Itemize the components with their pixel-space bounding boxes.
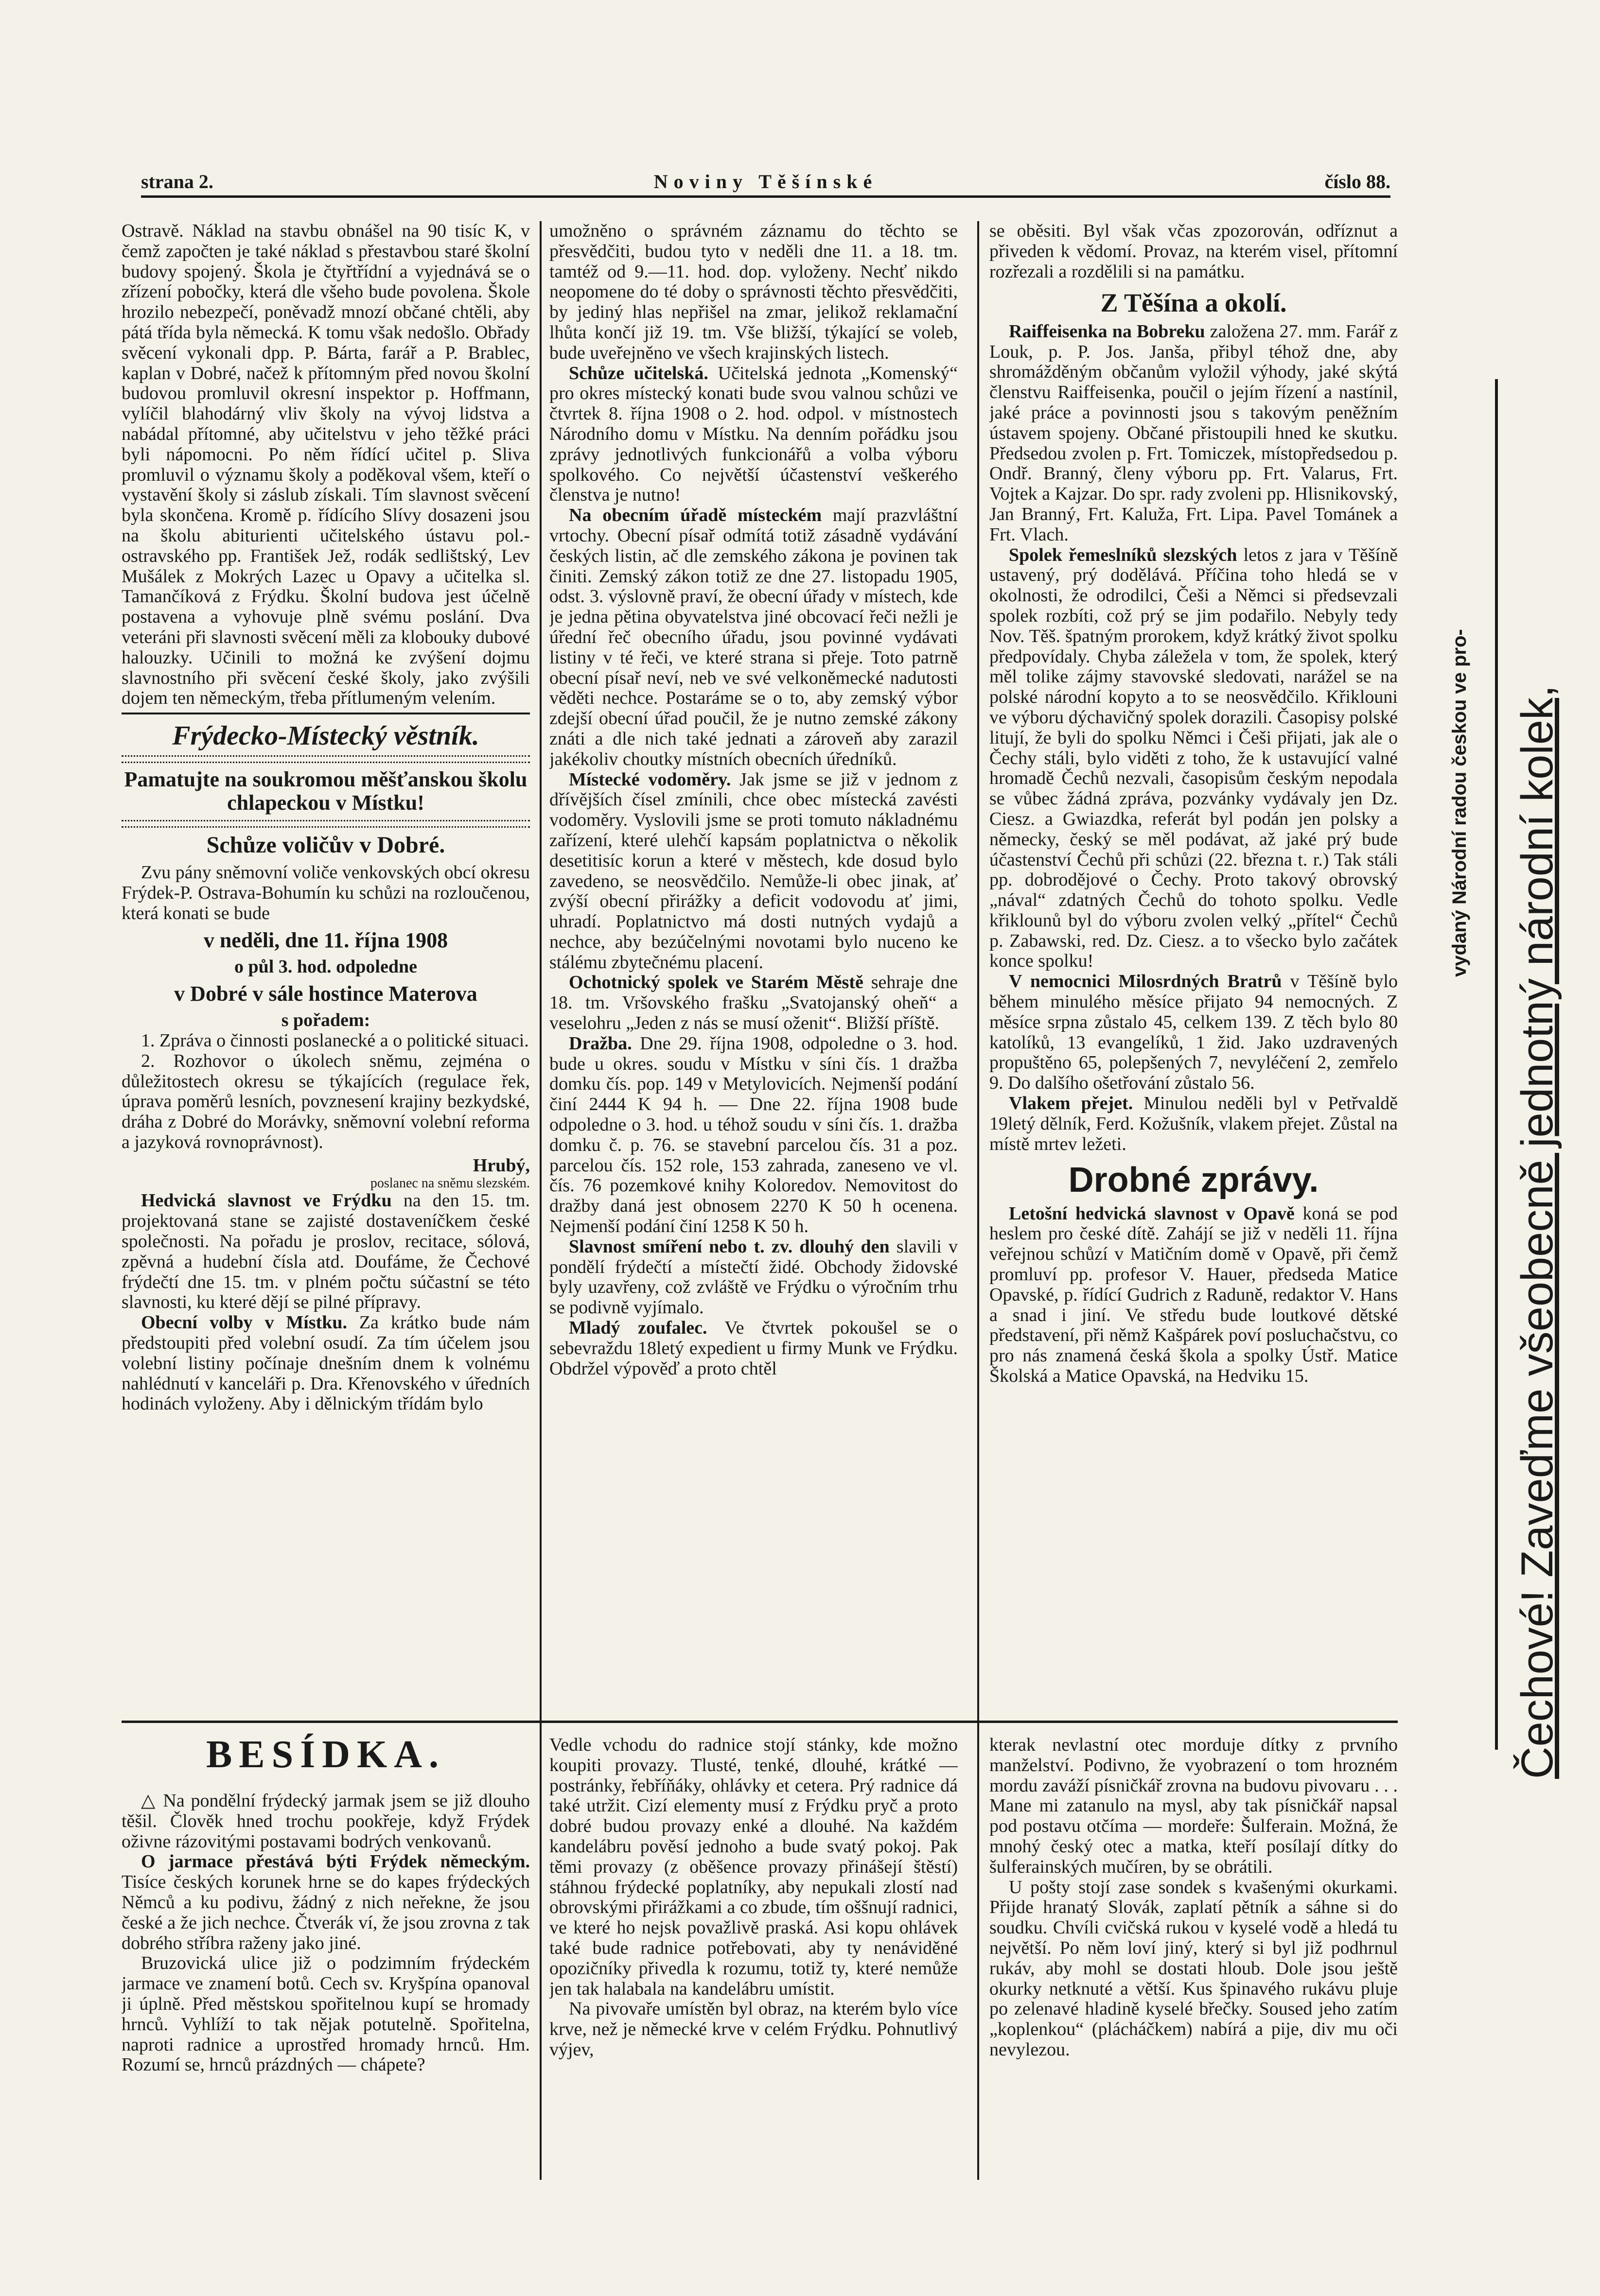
article-ochotnici [549, 973, 958, 1033]
article-lead: O jarmace přestává býti Frýdek německým. [141, 1851, 530, 1872]
besidka-title: BESÍDKA. [206, 1733, 446, 1776]
signature: Hrubý, [473, 1155, 530, 1176]
besidka-paragraph: Na pivovaře umístěn byl obraz, na kterém bylo více krve, než je německé krve v celém Frýdku. Pohnutlivý výjev, [549, 1999, 958, 2060]
article-body: Dne 29. října 1908, odpoledne o 3. hod. bude u okres. soudu v Místku v síni čís. 1 dražba domku čís. pop. 149 v Metylovicích. Nejmenší podání činí 2444 K 94 h. — Dne 22. října 1908 bude odpoledne o 3. hod. u téhož soudu v síni čís. 1. dražba domku č. p. 76. se stavební parcelou čís. 31 a poz. parcelou čís. 152 role, 153 zahrada, zaneseno ve vl. čís. 76 pozemkové knihy Koloredov. Nemovitost do dražby daná jest obnosem 2270 K 50 h ocenena. Nejmenší podání činí 1258 K 50 h. [549, 1033, 958, 1237]
article-spolek [989, 545, 1398, 972]
agenda-item: 1. Zpráva o činnosti poslanecké a o politické situaci. [141, 1030, 529, 1051]
signature-title: poslanec na sněmu slezském. [370, 1175, 530, 1191]
besidka-paragraph: △ Na pondělní frýdecký jarmak jsem se již dlouho těšil. Člověk hned trochu pookřeje, když Frýdek oživne rázovitými postavami bodrých venkovanů. [122, 1791, 530, 1852]
meeting-title: Schůze voličův v Dobré. [206, 832, 445, 858]
article-lead: Spolek řemeslníků slezských [1009, 544, 1237, 565]
column-divider-1 [540, 221, 542, 2180]
article-lead: V nemocnici Milosrdných Bratrů [1009, 971, 1282, 992]
besidka-paragraph: U pošty stojí zase sondek s kvašenými okurkami. Přijde hranatý Slovák, zaplatí pětník a sáhne si do soudku. Chvíli cvičská rukou v kyselé vodě a hledá tu největší. Po něm loví jiný, který si byl již podhrnul rukáv, aby mohl se dostati hloub. Dole jsou ještě okurky netknuté a větší. Kus špinavého rukávu pluje po zelenavé hladině kyselé břečky. Soused jeho zatím „koplenkou“ (plácháčkem) nabírá a pije, div mu oči nevylezou. [989, 1877, 1398, 2060]
article-smireni [549, 1237, 958, 1318]
decorative-rule [122, 820, 530, 828]
meeting-place: v Dobré v sále hostince Materova [174, 981, 477, 1006]
article-body: založena 27. mm. Farář z Louk, p. P. Jos. Janša, přibyl téhož dne, aby shromážděným občanům vyložil výhody, jaké skýtá členstvu Raiffeisenka, poučil o jejím řízení a nastínil, jaké práce a povinnosti jsou s takovým peněžním ústavem spojeny. Občané přistoupili hned ke skutku. Předsedou zvolen p. Frt. Tomiczek, místopředsedou p. Ondř. Branný, členy výboru pp. Frt. Valarus, Frt. Vojtek a Kajzar. Do spr. rady zvoleni pp. Hlisnikovský, Jan Branný, Frt. Kaluža, Frt. Lipa. Pavel Tománek a Frt. Vlach. [989, 321, 1398, 545]
article-body: Minulou neděli byl v Petřvaldě 19letý dělník, Ferd. Kožušník, vlakem přejet. Zůstal na místě mrtev ležeti. [989, 1093, 1398, 1154]
header-rule [141, 195, 1390, 198]
column-1 [122, 221, 530, 1704]
article-body: Učitelská jednota „Komenský“ pro okres místecký konati bude svou valnou schůzi ve čtvrtek 8. října 1908 o 2. hod. odpol. v místnostech Národního domu v Místku. Na denním pořádku jsou zprávy jednotlivých funkcionářů a volba výboru spolkového. Co největší účastenství veškerého členstva je nutno! [549, 363, 958, 505]
besidka-paragraph: Vedle vchodu do radnice stojí stánky, kde možno koupiti provazy. Tlusté, tenké, dlouhé, krátké — postránky, řebříňáky, ohlávky et cetera. Prý radnice dá také utržit. Cizí elementy musí z Frýdku pryč a proto dobré budou provazy enké a dlouhé. Na každém kandelábru pověsí jednoho a bude svatý pokoj. Pak těmi provazy (z oběšence provazy přinášejí štěstí) stáhnou frýdecké poplatníky, aby nepukali zlostí nad obrovskými přirážkami a co zbude, tím oššnují radnici, ve které ho nejsk považlivě praská. Asi kopu ohlávek také bude radnice potřebovati, aby ty nenáviděné opozičníky přivedla k rozumu, totiž ty, které nemůže jen tak halabala na kandelábru umístit. [549, 1735, 958, 1999]
column-divider-2 [977, 221, 979, 2180]
article-lead: Vlakem přejet. [1009, 1093, 1133, 1114]
section-rule [122, 713, 530, 714]
decorative-rule [122, 755, 530, 763]
besidka-paragraph: Bruzovická ulice již o podzimním frýdeckém jarmace ve znamení botů. Cech sv. Kryšpína opanoval ji úplně. Před městskou spořitelnou kupí se hromady hrnců. Vyhlíží to tak nějak potutelně. Spořitelna, naproti radnice a uprostřed hromady hrnců. Hm. Rozumí se, hrnců prázdných — chápete? [122, 1953, 530, 2075]
article-vodomery [549, 770, 958, 973]
article-body: koná se pod heslem pro české dítě. Zahájí se již v neděli 11. října veřejnou schůzí v Matičním domě v Opavě, při čemž promluví pp. profesor V. Hauer, předseda Matice Opavské, p. řídící Gudrich z Raduně, redaktor V. Hans a snad i jiní. Ve středu bude loutkové dětské představení, při němž Kašpárek poví posluchačstvu, co pro nás znamená česká škola a spolky Ústř. Matice Školská a Matice Opavská, na Hedviku 15. [989, 1203, 1398, 1387]
article-lead: Raiffeisenka na Bobreku [1009, 321, 1205, 342]
vertical-banner [1429, 379, 1575, 1779]
school-notice: Pamatujte na soukromou měšťanskou školu chlapeckou v Místku! [124, 767, 527, 815]
article-zoufalec [549, 1318, 958, 1379]
section-title-drobne: Drobné zprávy. [1068, 1161, 1319, 1200]
meeting-time: o půl 3. hod. odpoledne [234, 957, 417, 977]
article-lead: Hedvická slavnost ve Frýdku [141, 1190, 392, 1211]
article-body: na den 15. tm. projektovaná stane se zajisté dostaveníčkem české společnosti. Na pořadu je proslov, recitace, sólová, zpěvná a hudební čísla atd. Doufáme, že Čechové frýdečtí dne 15. tm. v plném počtu súčastní se této slavnosti, ku které dějí se pilné přípravy. [122, 1190, 530, 1313]
agenda-label: s pořadem: [281, 1010, 370, 1031]
article-body: Za krátko bude nám předstoupiti před volební osudí. Za tím účelem jsou volební listiny počínaje dnešním dnem k volnému nahlédnutí v kanceláři p. Dra. Křenovského v úředních hodinách vyloženy. Aby i dělnickým třídám bylo [122, 1312, 530, 1414]
article-body: Jak jsme se již v jednom z dřívějších čísel zmínili, chce obec místecká zavésti vodoměry. Vyslovili jsme se proti tomuto nákladnému zařízení, které ulehčí kapsám poplatnictva o několik desetitisíc korun a které v městech, kde dosud bylo zavedeno, se neosvědčilo. Nemůže-li obec jinak, ať zvýší obecní přirážky a deficit vodovodu ať jimi, uhradí. Poplatnictvo má dosti nutných vydajů a nechce, aby bezúčelnými novotami bylo nuceno ke stálému zbytečnému placení. [549, 769, 958, 973]
besidka-paragraph [122, 1852, 530, 1953]
article-urad [549, 505, 958, 769]
column-3 [989, 221, 1398, 1704]
article-body: slavili v pondělí frýdečtí a místečtí židé. Obchody židovské byly uzavřeny, což zvláště ve Frýdku o výročním trhu se podivně vyjímalo. [549, 1236, 958, 1318]
article-continuation: Ostravě. Náklad na stavbu obnášel na 90 tisíc K, v čemž započten je také náklad s přestavbou staré školní budovy spojený. Škola je čtyřtřídní a vyjednává se o zřízení pobočky, která dle všeho bude povolena. Škole hrozilo nebezpečí, poněvadž mnozí občané chtěli, aby pátá třída byla německá. K tomu však nedošlo. Obřady svěcení vykonali dpp. P. Bárta, farář a P. Brablec, kaplan v Dobré, načež k přítomným před novou školní budovou promluvil okresní inspektor p. Hoffmann, vylíčil blahodárný vliv školy na vývoj lidstva a nabádal přítomné, aby učitelstvu v jeho těžké práci byli nápomocni. Po něm řídící učitel p. Sliva promluvil o významu školy a poděkoval všem, kteří o vystavění školy si záslub získali. Tím slavnost svěcení byla skončena. Kromě p. řídícího Slívy dosazeni jsou na školu abiturienti učitelského ústavu pol.-ostravského pp. František Jež, rodák sedlištský, Lev Mušálek z Mokrých Lazec u Opavy a učitelka sl. Tamančíková z Frýdku. Školní budova jest účelně postavena a vyhovuje plně svému poslání. Dva veteráni při slavnosti svěcení měli za klobouky dubové halouzky. Učinili to možná ke zvýšení dojmu slavnostního při svěcení české školy, jako zvýšili dojem ten německým, třeba přítlumeným velením. [122, 221, 530, 709]
issue-number: číslo 88. [1324, 171, 1390, 192]
page-header [141, 170, 1390, 194]
article-lead: Místecké vodoměry. [569, 769, 731, 790]
section-title-frydek: Frýdecko-Místecký věstník. [172, 721, 479, 751]
article-body: v Těšíně bylo během minulého měsíce přijato 94 nemocných. Z měsíce srpna zůstalo 45, celkem 139. Z těch bylo 80 katolíků, 13 evangelíků, 1 žid. Jako uzdravených propuštěno 65, polepšených 7, nevyléčení 2, zemřelo 9. Do dalšího ošetřování zůstalo 56. [989, 971, 1398, 1094]
article-raiffeisenka [989, 322, 1398, 545]
besidka-rule [122, 1721, 1398, 1723]
article-nemocnice [989, 972, 1398, 1094]
article-drobne [989, 1204, 1398, 1387]
meeting-intro: Zvu pány sněmovní voliče venkovských obcí okresu Frýdek-P. Ostrava-Bohumín ku schůzi na rozloučenou, která konati se bude [122, 862, 530, 923]
article-body: letos z jara v Těšíně ustavený, prý dodělává. Příčina toho hledá se v okolnosti, že odrodilci, Češi a Němci si předsevzali spolek rozbíti, což prý se jim podařilo. Nebyly tedy Nov. Těš. špatným prorokem, když krátký život spolku předpovídaly. Chyba záležela v tom, že spolek, který měl tolike zájmy stavovské sledovati, narážel se na polské národní kopyto a to se neosvědčilo. Křiklouni ve výboru dýchavičný spolek dorazili. Časopisy polské litují, že byli do spolku Němci i Češi přijati, jak ale o Čechy stáli, bylo viděti z toho, že k ustavující valné hromadě Čechů nezvali, časopisům českým nepodala se vůbec žádná zpráva, pozvánky vydávaly jen Dz. Ciesz. a Gwiazdka, referát byl podán jen polsky a německy, český se měl podávat, až jaké prý bude účastenství Čechů při schůzi (22. března t. r.) Tak stáli pp. dobrodějové o Čechy. Proto takový obrovský „nával“ zdatných Čechů do tohoto spolku. Vedle křiklounů byl do výboru zvolen velký „přítel“ Čechů p. Zabawski, red. Dz. Ciesz. a to všecko bylo začátek konce spolku! [989, 544, 1398, 972]
article-drazba [549, 1034, 958, 1237]
section-title-tesin: Z Těšína a okolí. [1100, 288, 1287, 318]
vertical-banner-text: Čechové! Zaveďme všeobecně jednotný národní kolek, [1512, 685, 1562, 1779]
vertical-banner-subtext: vydaný Národní radou českou ve pro- [1449, 629, 1470, 977]
article-lead: Na obecním úřadě místeckém [569, 505, 822, 526]
article-hedvicka [122, 1191, 530, 1313]
article-lead: Obecní volby v Místku. [141, 1312, 348, 1333]
article-lead: Slavnost smíření nebo t. zv. dlouhý den [569, 1236, 890, 1257]
article-body: mají prazvláštní vrtochy. Obecní písař odmítá totiž zásadně vydávání českých listin, ač dle zemského zákona je povinen tak činiti. Zemský zákon totiž ze dne 27. listopadu 1905, odst. 3. výslovně praví, že obecní úřady v místech, kde je jedna pětina obyvatelstva jiné obcovací řeči nežli je úřední řeč obecního úřadu, jsou povinné vydávati listiny v té řeči, ve které strana si přeje. Toto patrně obecní písař neví, neb ve své velkoněmecké nadutosti věděti nechce. Postaráme se o to, aby zemský výbor zdejší obecní úřad poučil, že je nutno zemské zákony znáti a dle nich také jednati a zároveň aby zarazil jakékoliv choutky místních obecních úředníků. [549, 505, 958, 769]
meeting-date: v neděli, dne 11. října 1908 [203, 928, 448, 952]
article-vlakem [989, 1094, 1398, 1154]
page-number: strana 2. [141, 171, 213, 192]
column-2 [549, 221, 958, 1704]
article-body: Tisíce českých korunek hrne se do kapes frýdeckých Němců a ku podivu, žádný z nich neřekne, že jsou české a že jich nechce. Čtverák ví, že jsou zrovna z tak dobrého stříbra raženy jako jiné. [122, 1872, 530, 1953]
article-body: Ve čtvrtek pokoušel se o sebevraždu 18letý expedient u firmy Munk ve Frýdku. Obdržel výpověď a proto chtěl [549, 1318, 958, 1379]
agenda-list [122, 1031, 530, 1153]
article-lead: Letošní hedvická slavnost v Opavě [1009, 1203, 1295, 1224]
besidka-column-3 [989, 1735, 1398, 2180]
article-continuation: umožněno o správném záznamu do těchto se přesvědčiti, budou tyto v neděli dne 11. a 18. tm. tamtéž od 9.—11. hod. dop. vyloženy. Nechť nikdo neopomene do té doby o správnosti těchto přesvědčiti, by jediný hlas nepřišel na zmar, jelikož reklamační lhůta končí již 19. tm. Vše bližší, týkající se voleb, bude uveřejněno ve všech krajinských listech. [549, 221, 958, 363]
article-continuation: se oběsiti. Byl však včas zpozorován, odříznut a přiveden k vědomí. Provaz, na kterém visel, přítomní rozřezali a rozdělili si na památku. [989, 221, 1398, 282]
article-body: sehraje dne 18. tm. Vršovského frašku „Svatojanský oheň“ a veselohru „Jeden z nás se musí oženit“. Bližší příště. [549, 972, 958, 1034]
article-lead: Schůze učitelská. [569, 363, 708, 383]
besidka-column-2 [549, 1735, 958, 2180]
article-lead: Dražba. [569, 1033, 632, 1054]
agenda-item: 2. Rozhovor o úkolech sněmu, zejména o důležitostech okresu se týkajících (regulace řek, úprava poměrů lesních, povznesení krajiny bezkydské, dráha z Dobré do Morávky, sněmovní volební reforma a jazyková rovnoprávnost). [122, 1050, 530, 1153]
article-lead: Mladý zoufalec. [569, 1318, 707, 1339]
newspaper-title: Noviny Těšínské [653, 171, 878, 192]
article-volby [122, 1313, 530, 1414]
article-schuze [549, 364, 958, 506]
article-lead: Ochotnický spolek ve Starém Městě [569, 972, 863, 993]
besidka-paragraph: kterak nevlastní otec morduje dítky z prvního manželství. Podivno, že vyobrazení o tom hrozném mordu zaváží písničkář zrovna na budovu pivovaru . . . Mane mi zatanulo na mysl, aby tak písničkář napsal pod postavu otčíma — mordeře: Šulferain. Možná, že mnohý český otec a matka, kteří posílají dítky do šulferainských mučíren, by se obrátili. [989, 1735, 1398, 1877]
besidka-column-1 [122, 1791, 530, 2180]
